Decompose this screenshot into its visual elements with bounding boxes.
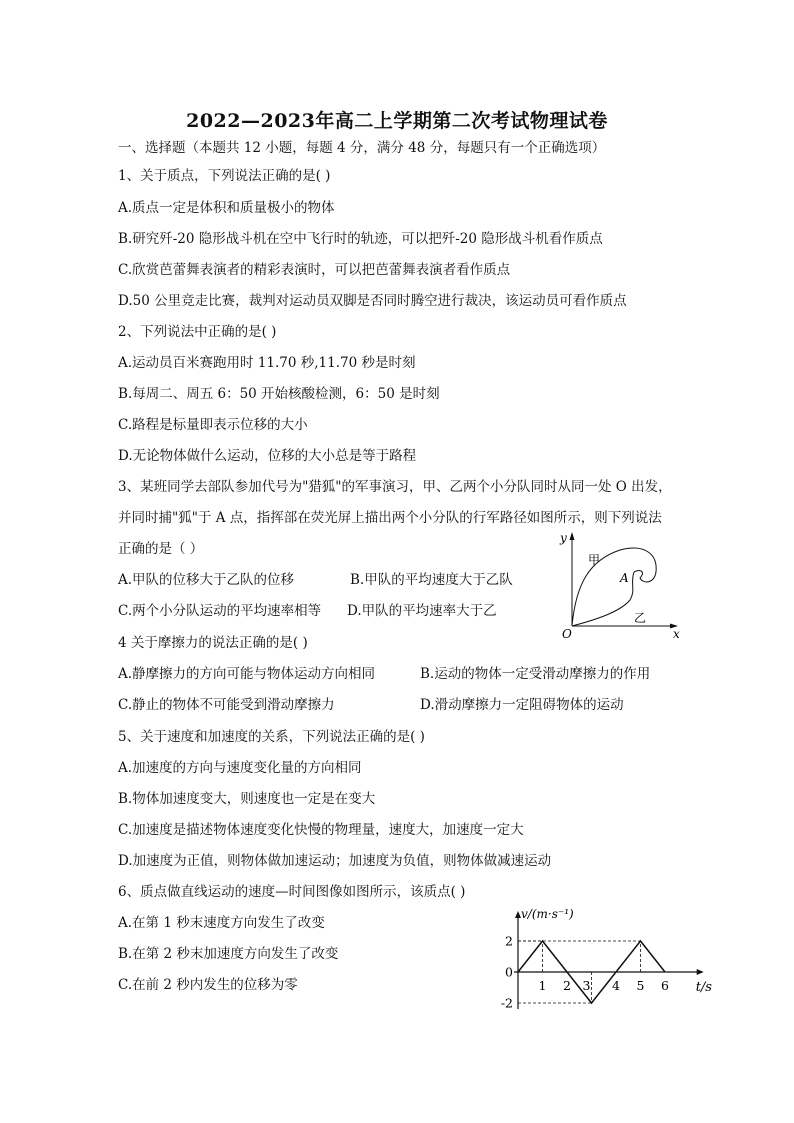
x-tick-label: 6 (661, 978, 669, 993)
q2-option-a: A.运动员百米赛跑用时 11.70 秒,11.70 秒是时刻 (118, 355, 416, 371)
q4-option-c: C.静止的物体不可能受到滑动摩擦力 (118, 697, 335, 713)
y-tick-label: -2 (500, 995, 513, 1011)
yi-label: 乙 (634, 611, 647, 625)
q1-option-c: C.欣赏芭蕾舞表演者的精彩表演时，可以把芭蕾舞表演者看作质点 (118, 262, 511, 278)
q2-stem: 2、下列说法中正确的是( ) (118, 324, 277, 340)
q1-option-a: A.质点一定是体积和质量极小的物体 (118, 200, 335, 216)
q3-path-figure (550, 528, 690, 643)
exam-title: 2022—2023年高二上学期第二次考试物理试卷 (186, 110, 608, 132)
q1-stem: 1、关于质点，下列说法正确的是( ) (118, 168, 331, 184)
q5-stem: 5、关于速度和加速度的关系，下列说法正确的是( ) (118, 729, 425, 745)
q6-stem: 6、质点做直线运动的速度—时间图像如图所示，该质点( ) (118, 884, 466, 900)
point-a-label: A (620, 571, 629, 585)
q6-option-a: A.在第 1 秒末速度方向发生了改变 (118, 915, 325, 931)
v-axis-label: v/(m·s⁻¹) (521, 907, 574, 921)
q3-stem-line3: 正确的是（ ） (118, 541, 204, 557)
q2-option-b: B.每周二、周五 6：50 开始核酸检测，6：50 是时刻 (118, 386, 440, 402)
q2-option-c: C.路程是标量即表示位移的大小 (118, 417, 308, 433)
q2-option-d: D.无论物体做什么运动，位移的大小总是等于路程 (118, 448, 417, 464)
t-axis-label: t/s (695, 980, 712, 995)
x-tick-label: 1 (538, 978, 547, 993)
x-tick-label: 3 (582, 978, 591, 993)
q5-option-a: A.加速度的方向与速度变化量的方向相同 (118, 760, 362, 776)
y-tick-label: 2 (505, 933, 513, 949)
q3-option-b: B.甲队的平均速度大于乙队 (350, 572, 513, 588)
y-axis-label: y (560, 531, 567, 545)
y-axis-arrow (570, 532, 575, 540)
q5-option-b: B.物体加速度变大，则速度也一定是在变大 (118, 791, 376, 807)
q1-option-b: B.研究歼-20 隐形战斗机在空中飞行时的轨迹，可以把歼-20 隐形战斗机看作质点 (118, 231, 603, 247)
q3-stem-line2: 并同时捕"狐"于 A 点，指挥部在荧光屏上描出两个小分队的行军路径如图所示，则下列说法 (118, 510, 662, 526)
x-tick-label: 2 (563, 978, 571, 993)
origin-label: O (562, 627, 572, 641)
q3-option-d: D.甲队的平均速率大于乙 (347, 603, 497, 619)
q4-stem: 4 关于摩擦力的说法正确的是( ) (118, 635, 308, 651)
section-heading: 一、选择题（本题共 12 小题，每题 4 分，满分 48 分，每题只有一个正确选项） (118, 140, 606, 156)
jia-label: 甲 (588, 553, 601, 567)
t-axis-arrow (697, 969, 704, 975)
q4-option-a: A.静摩擦力的方向可能与物体运动方向相同 (118, 666, 376, 682)
x-tick-label: 5 (636, 978, 645, 993)
q3-option-a: A.甲队的位移大于乙队的位移 (118, 572, 295, 588)
q4-option-b: B.运动的物体一定受滑动摩擦力的作用 (420, 666, 651, 682)
vt-chart (490, 905, 735, 1020)
q6-option-b: B.在第 2 秒末加速度方向发生了改变 (118, 946, 339, 962)
q1-option-d: D.50 公里竞走比赛，裁判对运动员双脚是否同时腾空进行裁决，该运动员可看作质点 (118, 293, 627, 309)
q4-option-d: D.滑动摩擦力一定阻碍物体的运动 (420, 697, 624, 713)
q3-stem-line1: 3、某班同学去部队参加代号为"猎狐"的军事演习，甲、乙两个小分队同时从同一处 O 出发， (118, 479, 672, 495)
y-tick-label: 0 (505, 964, 513, 980)
q3-option-c: C.两个小分队运动的平均速率相等 (118, 603, 322, 619)
q6-option-c: C.在前 2 秒内发生的位移为零 (118, 977, 298, 993)
q5-option-d: D.加速度为正值，则物体做加速运动；加速度为负值，则物体做减速运动 (118, 853, 552, 869)
q5-option-c: C.加速度是描述物体速度变化快慢的物理量，速度大，加速度一定大 (118, 822, 524, 838)
x-tick-label: 4 (612, 978, 620, 993)
x-axis-label: x (673, 627, 680, 641)
